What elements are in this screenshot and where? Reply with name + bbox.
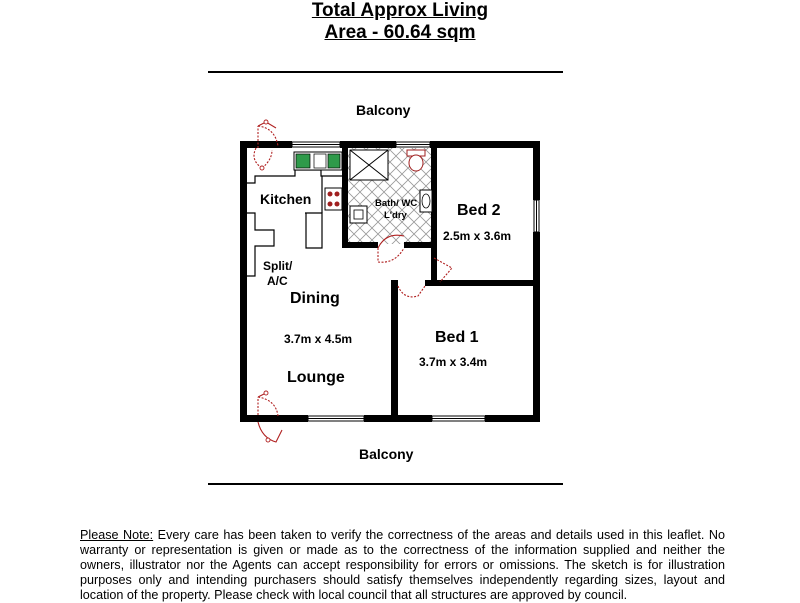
- kitchen-label: Kitchen: [260, 191, 312, 207]
- note-text: Every care has been taken to verify the correctness of the areas and details used in this leaflet. No warranty or representation is given or made as to the correctness of the information supplied and neither the owners, illustrator nor the Agents can accept responsibility for errors or omissions. The sketch is for illustration purposes only and intending purchasers should satisfy themselves independently regarding sizes, layout and location of the property. Please check with local council that all structures are approved by council.: [80, 528, 725, 602]
- title-line-1: Total Approx Living: [311, 0, 489, 21]
- stove-icon: [325, 188, 342, 210]
- bed2-label: Bed 2: [457, 202, 501, 219]
- bed2-size: 2.5m x 3.6m: [443, 229, 512, 243]
- basin-icon: [420, 190, 432, 212]
- balcony-top-label: Balcony: [356, 102, 411, 118]
- split-label-2: A/C: [267, 274, 288, 288]
- disclaimer-note: [80, 528, 725, 603]
- laundry-label: L'dry: [384, 210, 407, 221]
- bed1-size: 3.7m x 3.4m: [419, 355, 488, 369]
- title-line-2: Area - 60.64 sqm: [324, 22, 476, 43]
- lounge-label: Lounge: [287, 369, 345, 386]
- bed1-label: Bed 1: [435, 329, 479, 346]
- kitchen-sink-icon: [294, 152, 342, 170]
- bottom-rule: [208, 483, 563, 485]
- washing-machine-icon: [350, 206, 367, 223]
- split-label-1: Split/: [263, 259, 293, 273]
- living-size: 3.7m x 4.5m: [284, 332, 353, 346]
- kitchen-bench: [247, 170, 342, 276]
- dining-label: Dining: [290, 290, 340, 307]
- note-label: Please Note:: [80, 528, 154, 542]
- balcony-bottom-label: Balcony: [359, 446, 414, 462]
- shower-icon: [350, 150, 388, 180]
- bath-label: Bath/ WC: [375, 198, 418, 209]
